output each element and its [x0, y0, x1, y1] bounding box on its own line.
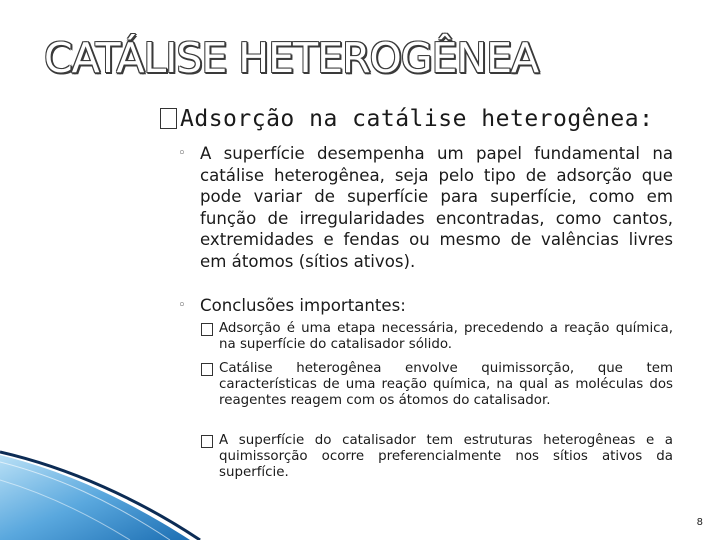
- checkbox-bullet-icon: [201, 435, 213, 448]
- slide-title: CATÁLISE HETEROGÊNEA: [44, 34, 539, 82]
- page-number: 8: [696, 517, 703, 528]
- sub-bullet-text: Adsorção é uma etapa necessária, precedendo a reação química, na superfície do catalisador sólido.: [219, 321, 673, 353]
- checkbox-bullet-icon: [201, 363, 213, 376]
- main-heading: [160, 106, 653, 132]
- checkbox-bullet-icon: [201, 323, 213, 336]
- sub-bullet-adsorption: [201, 321, 673, 353]
- sub-bullet-active-sites: [201, 433, 673, 482]
- circle-bullet-icon: ◦: [178, 146, 186, 161]
- circle-bullet-icon: ◦: [178, 298, 186, 313]
- main-heading-text: Adsorção na catálise heterogênea:: [180, 106, 654, 132]
- bullet-text: Conclusões importantes:: [200, 296, 406, 315]
- bullet-surface: [178, 143, 673, 272]
- bullet-conclusions: [178, 295, 673, 317]
- bullet-text: A superfície desempenha um papel fundamental na catálise heterogênea, seja pelo tipo de adsorção que pode variar de superfície para superfície, como em função de irregularidades encontradas, como cantos, extremidades e fendas ou mesmo de valências livres em átomos (sítios ativos).: [200, 144, 673, 271]
- sub-bullet-text: A superfície do catalisador tem estruturas heterogêneas e a quimissorção ocorre preferencialmente nos sítios ativos da superfície.: [219, 433, 673, 481]
- sub-bullet-text: Catálise heterogênea envolve quimissorção, que tem características de uma reação química, na qual as moléculas dos reagentes reagem com os átomos do catalisador.: [219, 361, 673, 409]
- sub-bullet-chemisorption: [201, 361, 673, 410]
- checkbox-bullet-icon: [160, 108, 177, 129]
